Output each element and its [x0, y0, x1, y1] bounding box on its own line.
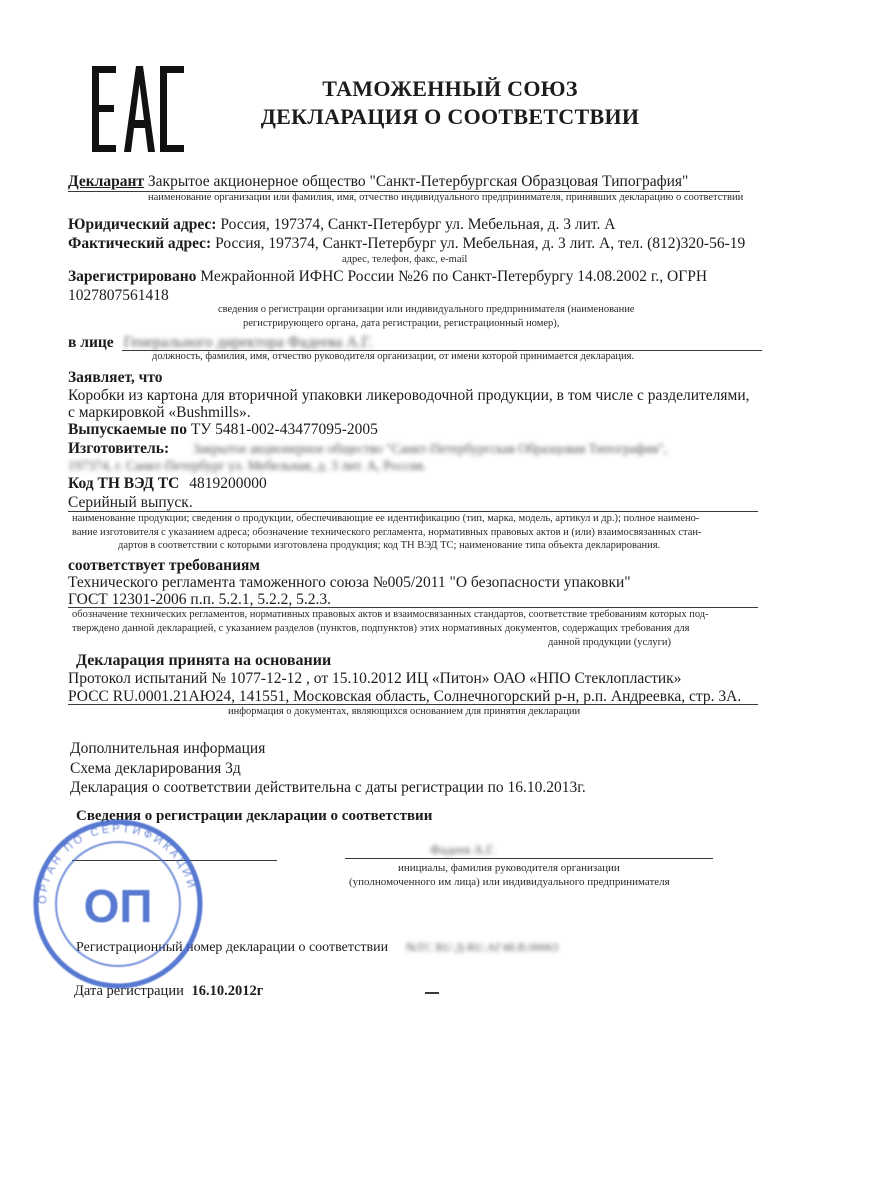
legal-address-value: Россия, 197374, Санкт-Петербург ул. Мебельная, д. 3 лит. А — [220, 216, 616, 233]
legal-address-label: Юридический адрес: — [68, 216, 217, 233]
declares-value-line1: Коробки из картона для вторичной упаковки ликероводочной продукции, в том числе с разделителями, — [68, 387, 750, 404]
actual-address-row — [68, 235, 745, 253]
signer-caption-line1: инициалы, фамилия руководителя организации — [398, 862, 620, 874]
eac-logo — [90, 66, 186, 152]
additional-line3: Декларация о соответствии действительна с даты регистрации по 16.10.2013г. — [70, 779, 586, 796]
conforms-caption-line1: обозначение технических регламентов, нормативных правовых актов и взаимосвязанных стандартов, соответствие требованиям которых под- — [72, 609, 709, 620]
declarant-label: Декларант — [68, 173, 145, 190]
title-line2: ДЕКЛАРАЦИЯ О СООТВЕТСТВИИ — [260, 104, 640, 129]
conforms-label: соответствует требованиям — [68, 557, 260, 574]
serial-value: Серийный выпуск. — [68, 494, 193, 511]
manufacturer-value-line2: 197374, г. Санкт-Петербург ул. Мебельная, д. 3 лит. А, Россия. — [68, 458, 427, 473]
declares-label: Заявляет, что — [68, 369, 163, 386]
registered-label: Зарегистрировано — [68, 268, 197, 285]
declarant-row — [68, 173, 688, 191]
reg-number-label: Регистрационный номер декларации о соответствии — [76, 940, 389, 955]
manufacturer-row — [68, 440, 667, 458]
additional-line1: Дополнительная информация — [70, 740, 266, 757]
manufacturer-value-line1: Закрытое акционерное общество "Санкт-Петербургская Образцовая Типография", — [192, 441, 668, 456]
reg-date-value: 16.10.2012г — [191, 983, 264, 999]
actual-address-label: Фактический адрес: — [68, 235, 212, 252]
seal-stamp — [32, 818, 204, 990]
divider — [68, 704, 758, 705]
stamp-center-text: ОП — [83, 880, 153, 932]
conforms-value-line2: ГОСТ 12301-2006 п.п. 5.2.1, 5.2.2, 5.2.3. — [68, 591, 332, 608]
tn-ved-label: Код ТН ВЭД ТС — [68, 475, 180, 492]
declares-value-line2: с маркировкой «Bushmills». — [68, 404, 251, 421]
declarant-caption: наименование организации или фамилия, имя, отчество индивидуального предпринимателя, принявших декларацию о соответствии — [148, 192, 744, 203]
tn-ved-value: 4819200000 — [189, 475, 267, 492]
basis-value-line2: РОСС RU.0001.21АЮ24, 141551, Московская область, Солнечногорский р-н, р.п. Андреевка, стр. 3А. — [68, 688, 742, 705]
basis-caption: информация о документах, являющихся основанием для принятия декларации — [228, 706, 581, 717]
represented-value: Генерального директора Фадеева А.Г. — [123, 334, 373, 351]
actual-address-caption: адрес, телефон, факс, e-mail — [342, 254, 468, 265]
basis-value-line1: Протокол испытаний № 1077-12-12 , от 15.10.2012 ИЦ «Питон» ОАО «НПО Стеклопластик» — [68, 670, 682, 687]
signer-line — [345, 858, 713, 859]
conforms-caption-line3: данной продукции (услуги) — [548, 637, 672, 648]
reg-date-label: Дата регистрации — [74, 983, 184, 999]
represented-label: в лице — [68, 334, 114, 351]
registered-caption-line2: регистрирующего органа, дата регистрации, регистрационный номер), — [243, 318, 560, 329]
basis-label: Декларация принята на основании — [76, 652, 332, 669]
produced-value: ТУ 5481-002-43477095-2005 — [190, 421, 378, 438]
registered-caption-line1: сведения о регистрации организации или индивидуального предпринимателя (наименование — [218, 304, 635, 315]
divider — [68, 511, 758, 512]
legal-address-row — [68, 216, 615, 234]
signer-caption-line2: (уполномоченного им лица) или индивидуального предпринимателя — [349, 876, 670, 888]
produced-label: Выпускаемые по — [68, 421, 187, 438]
registration-heading: Сведения о регистрации декларации о соответствии — [76, 808, 433, 824]
registered-row — [68, 268, 707, 286]
manufacturer-label: Изготовитель: — [68, 440, 170, 457]
title-line1: ТАМОЖЕННЫЙ СОЮЗ — [322, 76, 578, 101]
reg-number-value: №ТС RU Д-RU.АГ48.В.00063 — [405, 940, 559, 954]
divider — [68, 607, 758, 608]
registered-value-line2: 1027807561418 — [68, 287, 169, 304]
declarant-value: Закрытое акционерное общество "Санкт-Петербургская Образцовая Типография" — [147, 173, 689, 190]
stamp-ring-text: ОРГАН ПО СЕРТИФИКАЦИИ — [36, 822, 198, 905]
conforms-value-line1: Технического регламента таможенного союза №005/2011 "О безопасности упаковки" — [68, 574, 631, 591]
produced-row — [68, 421, 378, 439]
serial-caption-line2: вание изготовителя с указанием адреса; обозначение технического регламента, нормативных правовых актов и (или) взаимосвязанных стан- — [72, 527, 702, 538]
conforms-caption-line2: тверждено данной декларацией, с указанием разделов (пунктов, подпунктов) этих нормативных документов, содержащих требования для — [72, 623, 690, 634]
tn-ved-row — [68, 475, 267, 493]
pen-mark — [425, 992, 439, 994]
registered-value-line1: Межрайонной ИФНС России №26 по Санкт-Петербургу 14.08.2002 г., ОГРН — [200, 268, 708, 285]
signer-name: Фадеев А.Г. — [430, 842, 496, 857]
serial-caption-line3: дартов в соответствии с которыми изготовлена продукция; код ТН ВЭД ТС; наименование типа объекта декларирования. — [118, 540, 661, 551]
actual-address-value: Россия, 197374, Санкт-Петербург ул. Мебельная, д. 3 лит. А, тел. (812)320-56-19 — [215, 235, 746, 252]
serial-caption-line1: наименование продукции; сведения о продукции, обеспечивающие ее идентификацию (тип, марка, модель, артикул и др.); полное наимено- — [72, 513, 700, 524]
represented-caption: должность, фамилия, имя, отчество руководителя организации, от имени которой принимается декларация. — [152, 351, 635, 362]
additional-line2: Схема декларирования 3д — [70, 760, 241, 777]
